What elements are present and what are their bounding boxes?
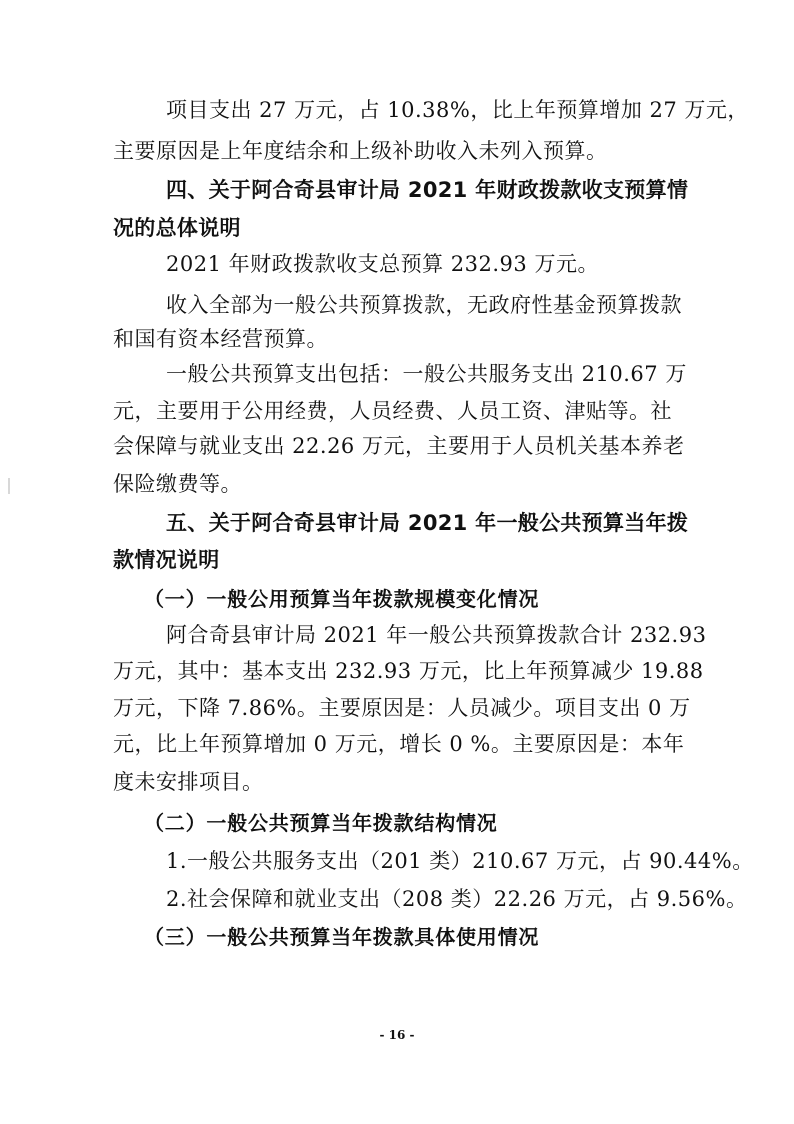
body-line: 项目支出 27 万元，占 10.38%，比上年预算增加 27 万元， bbox=[166, 98, 749, 122]
body-line: 会保障与就业支出 22.26 万元，主要用于人员机关基本养老 bbox=[113, 434, 685, 458]
subsection-heading: （三）一般公共预算当年拨款具体使用情况 bbox=[144, 925, 540, 949]
body-line: 万元，其中：基本支出 232.93 万元，比上年预算减少 19.88 bbox=[113, 659, 704, 683]
body-line: 元，比上年预算增加 0 万元，增长 0 %。主要原因是：本年 bbox=[113, 732, 685, 756]
body-line: 阿合奇县审计局 2021 年一般公共预算拨款合计 232.93 bbox=[166, 623, 707, 647]
body-line: 主要原因是上年度结余和上级补助收入未列入预算。 bbox=[113, 139, 608, 163]
list-item: 1.一般公共服务支出（201 类）210.67 万元，占 90.44%。 bbox=[166, 849, 754, 873]
page-number: - 16 - bbox=[379, 1028, 415, 1042]
list-item: 2.社会保障和就业支出（208 类）22.26 万元，占 9.56%。 bbox=[166, 887, 748, 911]
body-line: 收入全部为一般公共预算拨款，无政府性基金预算拨款 bbox=[166, 293, 682, 317]
body-line: 2021 年财政拨款收支总预算 232.93 万元。 bbox=[166, 252, 599, 276]
scan-edge-mark bbox=[8, 478, 10, 494]
section-heading: 四、关于阿合奇县审计局 2021 年财政拨款收支预算情 bbox=[166, 178, 689, 202]
body-line: 保险缴费等。 bbox=[113, 472, 242, 496]
body-line: 万元，下降 7.86%。主要原因是：人员减少。项目支出 0 万 bbox=[113, 696, 691, 720]
body-line: 和国有资本经营预算。 bbox=[113, 327, 328, 351]
body-line: 元，主要用于公用经费，人员经费、人员工资、津贴等。社 bbox=[113, 399, 672, 423]
body-line: 度未安排项目。 bbox=[113, 770, 264, 794]
body-line: 一般公共预算支出包括：一般公共服务支出 210.67 万 bbox=[166, 362, 687, 386]
subsection-heading: （二）一般公共预算当年拨款结构情况 bbox=[144, 811, 498, 835]
section-heading: 款情况说明 bbox=[113, 548, 220, 572]
section-heading: 况的总体说明 bbox=[113, 216, 241, 240]
section-heading: 五、关于阿合奇县审计局 2021 年一般公共预算当年拨 bbox=[166, 511, 689, 535]
subsection-heading: （一）一般公用预算当年拨款规模变化情况 bbox=[144, 587, 540, 611]
